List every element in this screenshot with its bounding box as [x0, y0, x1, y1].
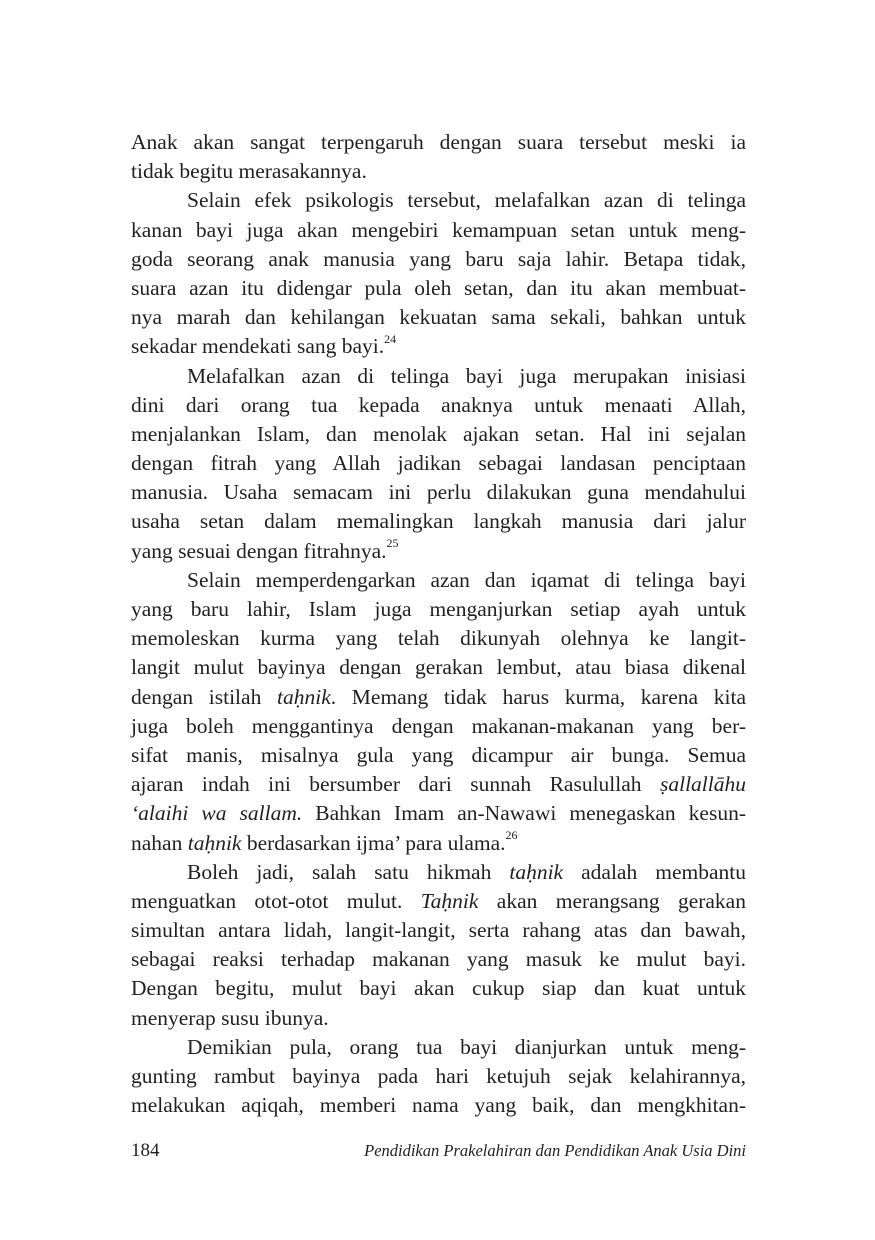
text-line: [131, 274, 746, 303]
text-segment: . Memang tidak harus kurma, karena kita: [330, 684, 746, 709]
text-segment: langit mulut bayinya dengan gerakan lembut, atau biasa dikenal: [131, 655, 746, 680]
text-segment: goda seorang anak manusia yang baru saja lahir. Betapa tidak,: [131, 246, 746, 271]
text-line: [131, 303, 746, 332]
text-segment: sebagai reaksi terhadap makanan yang masuk ke mulut bayi.: [131, 947, 746, 972]
text-segment: simultan antara lidah, langit-langit, serta rahang atas dan bawah,: [131, 918, 746, 943]
text-line: [131, 245, 746, 274]
footnote-marker: 25: [386, 536, 399, 551]
text-segment: Selain memperdengarkan azan dan iqamat di telinga bayi: [187, 567, 746, 592]
text-segment: berdasarkan ijma’ para ulama.: [241, 830, 506, 855]
text-segment: melakukan aqiqah, memberi nama yang baik, dan mengkhitan-: [131, 1093, 746, 1118]
text-line: [131, 770, 746, 799]
text-segment: sifat manis, misalnya gula yang dicampur air bunga. Semua: [131, 742, 746, 767]
text-line: [131, 537, 746, 566]
text-line: [131, 449, 746, 478]
page-footer: [131, 1140, 746, 1166]
text-segment: Bahkan Imam an-Nawawi menegaskan kesun-: [302, 801, 747, 826]
text-segment: nahan: [131, 830, 188, 855]
text-segment: menyerap susu ibunya.: [131, 1005, 329, 1030]
text-line: [131, 916, 746, 945]
italic-term: taḥnik: [277, 684, 331, 709]
text-segment: nya marah dan kehilangan kekuatan sama sekali, bahkan untuk: [131, 305, 746, 330]
text-line: [131, 887, 746, 916]
text-line: [131, 624, 746, 653]
text-line: [131, 1033, 746, 1062]
page-number: 184: [131, 1140, 160, 1161]
italic-term: taḥnik: [187, 830, 242, 855]
italic-term: ‘alaihi wa sallam.: [131, 801, 303, 826]
text-line: [131, 478, 746, 507]
text-segment: ajaran indah ini bersumber dari sunnah Rasulullah: [131, 772, 660, 797]
text-segment: sekadar mendekati sang bayi.: [131, 334, 385, 359]
text-line: [131, 332, 746, 361]
text-line: [131, 741, 746, 770]
text-line: [131, 362, 746, 391]
text-line: [131, 653, 746, 682]
text-line: [131, 799, 746, 828]
text-line: [131, 683, 746, 712]
text-line: [131, 1062, 746, 1091]
text-segment: menguatkan otot-otot mulut.: [131, 888, 421, 913]
text-segment: dini dari orang tua kepada anaknya untuk menaati Allah,: [131, 392, 746, 417]
text-line: [131, 566, 746, 595]
text-segment: Boleh jadi, salah satu hikmah: [187, 859, 510, 884]
text-segment: suara azan itu didengar pula oleh setan, dan itu akan membuat-: [131, 275, 746, 300]
body-text: [131, 128, 746, 1120]
text-line: [131, 829, 746, 858]
running-title: Pendidikan Prakelahiran dan Pendidikan Anak Usia Dini: [364, 1141, 746, 1160]
text-segment: dengan istilah: [131, 684, 277, 709]
text-segment: akan merangsang gerakan: [478, 888, 746, 913]
text-line: [131, 1091, 746, 1120]
text-line: [131, 128, 746, 157]
text-segment: yang baru lahir, Islam juga menganjurkan setiap ayah untuk: [131, 597, 746, 621]
text-line: [131, 391, 746, 420]
text-line: [131, 595, 746, 624]
text-segment: Melafalkan azan di telinga bayi juga merupakan inisiasi: [187, 363, 746, 388]
text-line: [131, 858, 746, 887]
text-segment: usaha setan dalam memalingkan langkah manusia dari jalur: [131, 509, 746, 534]
text-line: [131, 507, 746, 536]
text-line: [131, 186, 746, 215]
text-segment: memoleskan kurma yang telah dikunyah olehnya ke langit-: [131, 626, 746, 651]
italic-term: ṣallallāhu: [659, 772, 746, 797]
text-segment: Demikian pula, orang tua bayi dianjurkan untuk meng-: [187, 1034, 746, 1059]
text-line: [131, 945, 746, 974]
text-segment: Dengan begitu, mulut bayi akan cukup siap dan kuat untuk: [131, 976, 746, 1001]
footnote-marker: 24: [384, 332, 397, 347]
text-segment: manusia. Usaha semacam ini perlu dilakukan guna mendahului: [131, 480, 746, 505]
text-line: [131, 974, 746, 1003]
text-segment: menjalankan Islam, dan menolak ajakan setan. Hal ini sejalan: [131, 421, 746, 446]
text-segment: Selain efek psikologis tersebut, melafalkan azan di telinga: [187, 188, 746, 213]
text-segment: yang sesuai dengan fitrahnya.: [131, 538, 387, 563]
text-line: [131, 216, 746, 245]
text-segment: juga boleh menggantinya dengan makanan-makanan yang ber-: [131, 713, 746, 738]
text-segment: kanan bayi juga akan mengebiri kemampuan setan untuk meng-: [131, 217, 746, 242]
text-line: [131, 1004, 746, 1033]
text-segment: gunting rambut bayinya pada hari ketujuh sejak kelahirannya,: [131, 1064, 746, 1088]
italic-term: taḥnik: [509, 859, 564, 884]
italic-term: Taḥnik: [420, 888, 479, 913]
text-segment: Anak akan sangat terpengaruh dengan suara tersebut meski ia: [131, 130, 746, 154]
text-line: [131, 420, 746, 449]
footnote-marker: 26: [505, 828, 518, 843]
text-segment: dengan fitrah yang Allah jadikan sebagai landasan penciptaan: [131, 451, 746, 476]
text-line: [131, 157, 746, 186]
text-segment: tidak begitu merasakannya.: [131, 159, 367, 184]
text-segment: adalah membantu: [563, 859, 746, 884]
text-line: [131, 712, 746, 741]
